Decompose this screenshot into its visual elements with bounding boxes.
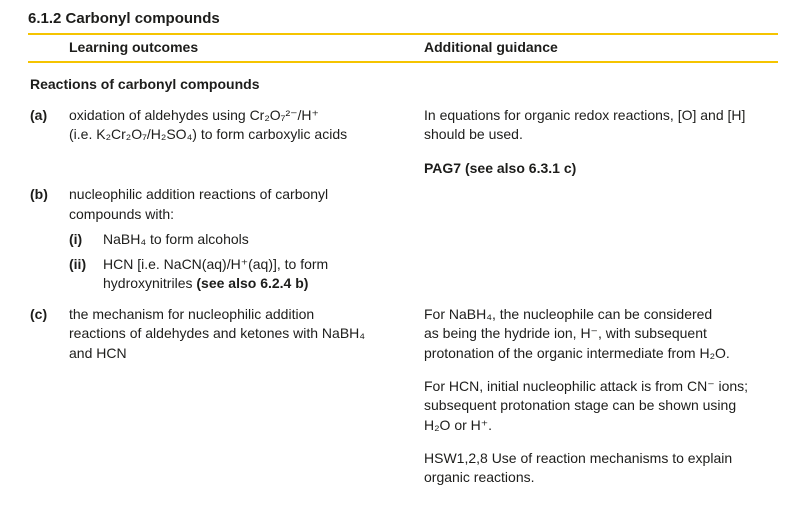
item-c-guidance2-line3: H₂O or H⁺. <box>424 417 493 433</box>
item-b-sub-ii-line1: HCN [i.e. NaCN(aq)/H⁺(aq)], to form <box>103 256 329 272</box>
item-b-text-line2: compounds with: <box>69 206 175 222</box>
additional-guidance-header: Additional guidance <box>424 39 558 55</box>
item-c-text-line3: and HCN <box>69 345 127 361</box>
item-c-text-line2: reactions of aldehydes and ketones with NaBH₄ <box>69 325 365 341</box>
item-b-text-line1: nucleophilic addition reactions of carbonyl <box>69 186 329 202</box>
item-c-guidance3-line1: HSW1,2,8 Use of reaction mechanisms to explain <box>424 450 733 466</box>
item-b-sub-i-text: NaBH₄ to form alcohols <box>103 231 249 247</box>
item-a-text-line1: oxidation of aldehydes using Cr₂O₇²⁻/H⁺ <box>69 107 319 123</box>
item-c-guidance1-line1: For NaBH₄, the nucleophile can be considered <box>424 306 713 322</box>
item-a-guidance-line2: should be used. <box>424 126 523 142</box>
item-b-label: (b) <box>30 186 48 202</box>
item-b-sub-ii-line2-text: hydroxynitriles <box>103 275 197 291</box>
item-c-guidance2-line2: subsequent protonation stage can be shown using <box>424 397 737 413</box>
item-c-guidance1-line3: protonation of the organic intermediate from H₂O. <box>424 345 730 361</box>
item-a-guidance-line1: In equations for organic redox reactions, [O] and [H] <box>424 107 746 123</box>
item-a-label: (a) <box>30 107 48 123</box>
item-c-guidance1-line2: as being the hydride ion, H⁻, with subsequent <box>424 325 707 341</box>
top-rule <box>28 33 778 35</box>
subsection-title: Reactions of carbonyl compounds <box>30 76 260 92</box>
item-c-text-line1: the mechanism for nucleophilic addition <box>69 306 315 322</box>
section-title: 6.1.2 Carbonyl compounds <box>28 10 220 27</box>
learning-outcomes-header: Learning outcomes <box>69 39 199 55</box>
item-c-guidance3-line2: organic reactions. <box>424 469 535 485</box>
item-b-sub-i-label: (i) <box>69 231 83 247</box>
item-c-guidance2-line1: For HCN, initial nucleophilic attack is from CN⁻ ions; <box>424 378 749 394</box>
item-c-label: (c) <box>30 306 48 322</box>
header-rule <box>28 61 778 63</box>
item-b-sub-ii-line2 <box>103 274 308 293</box>
item-b-cross-reference: (see also 6.2.4 b) <box>196 275 309 291</box>
item-a-text-line2: (i.e. K₂Cr₂O₇/H₂SO₄) to form carboxylic acids <box>69 126 348 142</box>
item-a-pag-reference: PAG7 (see also 6.3.1 c) <box>424 160 577 176</box>
item-b-sub-ii-label: (ii) <box>69 256 87 272</box>
